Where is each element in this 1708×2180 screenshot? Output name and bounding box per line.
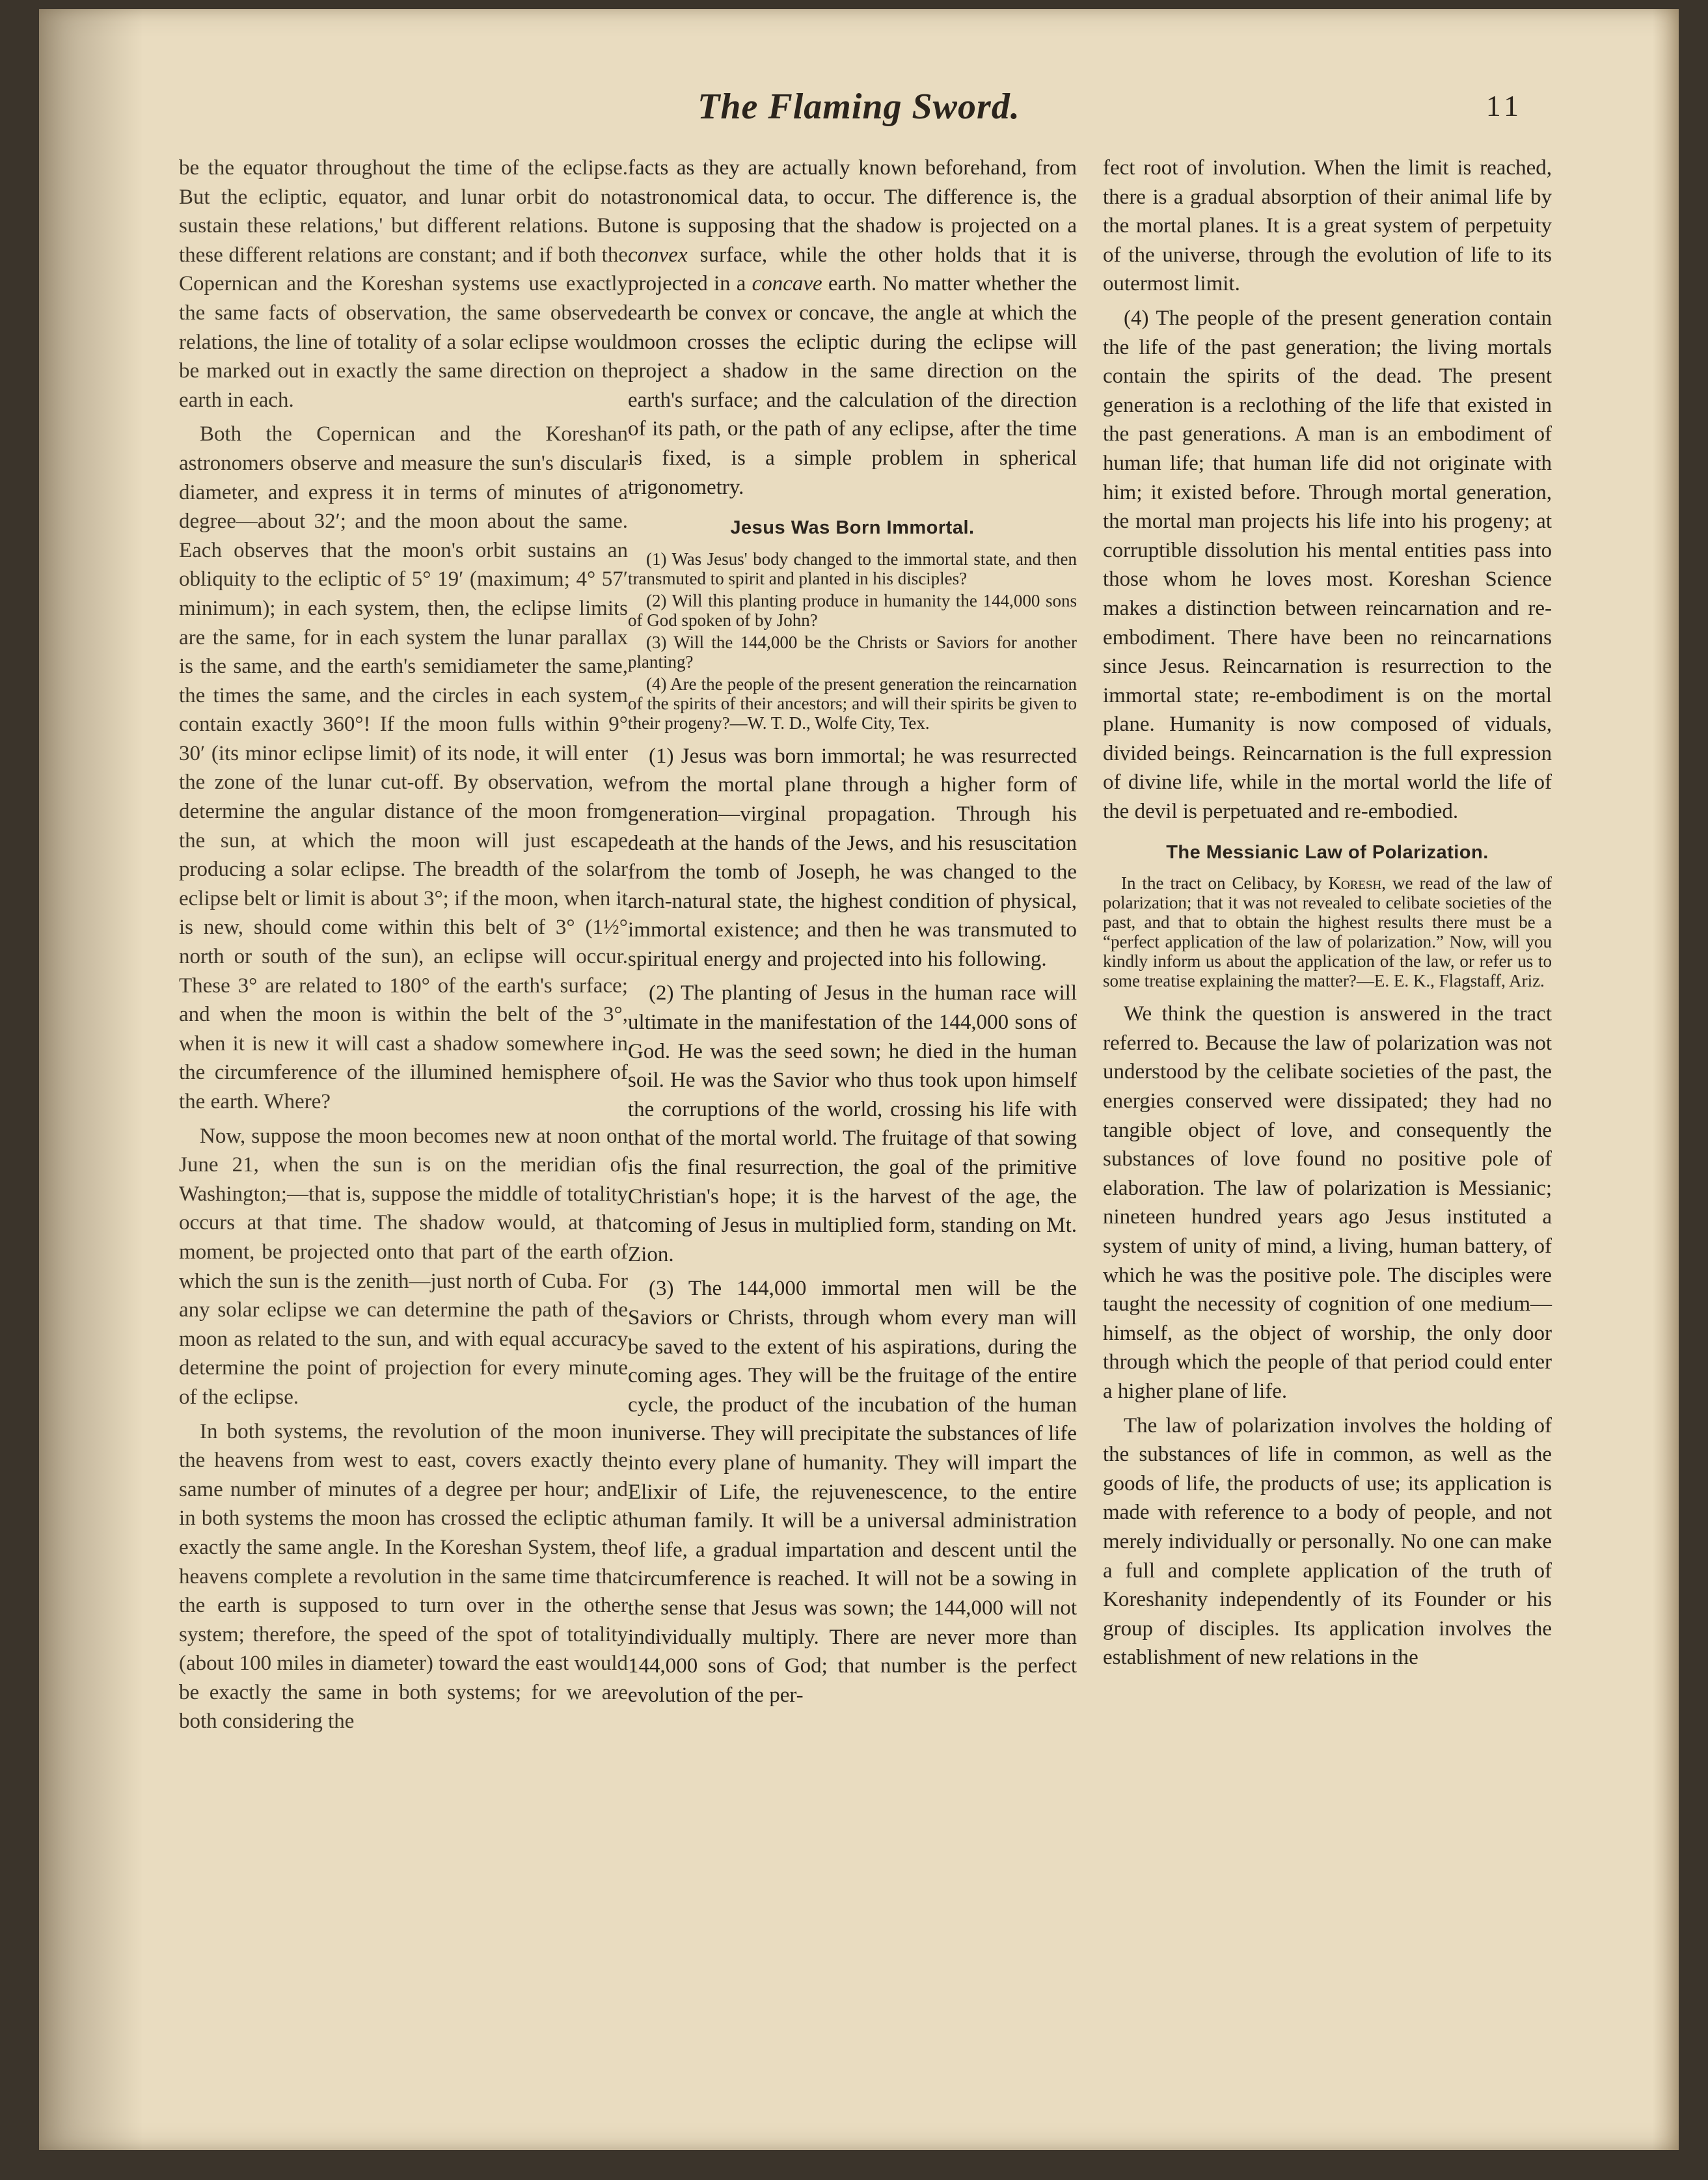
- paragraph: We think the question is answered in the tract referred to. Because the law of polarization was not understood by the celibate societies of the past, the energies conserved were dissipated; they had no tangible object of love, and consequently the substances of love found no positive pole of elaboration. The law of polarization is Messianic; nineteen hundred years ago Jesus instituted a system of unity of mind, a living, human battery, of which he was the positive pole. The disciples were taught the necessity of cognition of one medium—himself, as the object of worship, the only door through which the people of that period could enter a higher plane of life.: [1103, 1002, 1552, 1403]
- paragraph: (1) Jesus was born immortal; he was resurrected from the mortal plane through a higher form of generation—virginal propagation. Through his death at the hands of the Jews, and his resuscitation from the tomb of Joseph, he was changed to the arch-natural state, the highest condition of physical, immortal existence; and then he was transmuted to spiritual energy and projected into his following.: [628, 744, 1077, 971]
- question: (1) Was Jesus' body changed to the immortal state, and then transmuted to spirit and planted in his disciples?: [628, 549, 1077, 588]
- running-title: The Flaming Sword.: [698, 87, 1020, 127]
- column-middle: [628, 154, 1077, 1715]
- author-name: Koresh: [1328, 873, 1382, 893]
- paragraph: Both the Copernican and the Koreshan astronomers observe and measure the sun's discular diameter, and express it in terms of minutes of a degree—about 32′; and the moon about the same. Each observes that the moon's orbit sustains an obliquity to the ecliptic of 5° 19′ (maximum; 4° 57′ minimum); in each system, then, the eclipse limits are the same, for in each system the lunar parallax is the same, and the earth's semidiameter the same, the times the same, and the circles in each system contain exactly 360°! If the moon fulls within 9° 30′ (its minor eclipse limit) of its node, it will enter the zone of the lunar cut-off. By observation, we determine the angular distance of the moon from the sun, at which the moon will just escape producing a solar eclipse. The breadth of the solar eclipse belt or limit is about 3°; if the moon, when it is new, should come within this belt of 3° (1½° north or south of the sun), an eclipse will occur. These 3° are related to 180° of the earth's surface; and when the moon is within the belt of the 3°, when it is new it will cast a shadow somewhere in the circumference of the illumined hemisphere of the earth. Where?: [179, 422, 628, 1113]
- text-run: surface, while the other holds that it is projected in a: [628, 243, 1077, 296]
- magazine-page: [39, 9, 1679, 2150]
- paragraph: In both systems, the revolution of the moon in the heavens from west to east, covers exactly the same number of minutes of a degree per hour; and in both systems the moon has crossed the ecliptic at exactly the same angle. In the Koreshan System, the heavens complete a revolution in the same time that the earth is supposed to turn over in the other system; therefore, the speed of the spot of totality (about 100 miles in diameter) toward the east would be exactly the same in both systems; for we are both considering the: [179, 1419, 628, 1734]
- text-run: , we read of the law of polarization; that it was not revealed to celibate societies of the past, and that to obtain the highest results there must be a “perfect application of the law of polarization.” Now, will you kindly inform us about the application of the law, or refer us to some treatise explaining the matter?—E. E. K., Flagstaff, Ariz.: [1103, 873, 1552, 991]
- question: (4) Are the people of the present generation the reincarnation of the spirits of their ancestors; and will their spirits be given to their progeny?—W. T. D., Wolfe City, Tex.: [628, 674, 1077, 733]
- paragraph: The law of polarization involves the holding of the substances of life in common, as well as the goods of life, the products of use; its application is made with reference to a body of people, and not merely individually or personally. No one can make a full and complete application of the truth of Koreshanity independently of its Founder or his group of disciples. Its application involves the establishment of new relations in the: [1103, 1413, 1552, 1670]
- question: (3) Will the 144,000 be the Christs or Saviors for another planting?: [628, 632, 1077, 672]
- question: [1103, 873, 1552, 990]
- section-heading: Jesus Was Born Immortal.: [730, 517, 975, 539]
- paragraph: (4) The people of the present generation contain the life of the past generation; the living mortals contain the spirits of the dead. The present generation is a reclothing of the life that existed in the past generations. A man is an embodiment of human life; that human life did not originate with him; it existed before. Through mortal generation, the mortal man projects his life into his progeny; at corruptible dissolution his mental entities pass into those whom he loves most. Koreshan Science makes a distinction between reincarnation and re-embodiment. There have been no reincarnations since Jesus. Reincarnation is resurrection to the immortal state; re-embodiment is on the mortal plane. Humanity is now composed of viduals, divided beings. Reincarnation is the full expression of divine life, while in the mortal world the life of the devil is perpetuated and re-embodied.: [1103, 306, 1552, 824]
- paragraph: [628, 154, 1077, 502]
- paragraph: be the equator throughout the time of the eclipse. But the ecliptic, equator, and lunar orbit do not sustain these relations,' but different relations. But these different relations are constant; and if both the Copernican and the Koreshan systems use exactly the same facts of observation, the same observed relations, the line of totality of a solar eclipse would be marked out in exactly the same direction on the earth in each.: [179, 156, 628, 412]
- page-edge: [1653, 9, 1679, 2150]
- text-run: facts as they are actually known beforehand, from astronomical data, to occur. The difference is, the one is supposing that the shadow is projected on a: [628, 156, 1077, 238]
- paragraph: (2) The planting of Jesus in the human race will ultimate in the manifestation of the 144,000 sons of God. He was the seed sown; he died in the human soil. He was the Savior who thus took upon himself the corruptions of the world, crossing his life with that of the mortal world. The fruitage of that sowing is the final resurrection, the goal of the primitive Christian's hope; it is the harvest of the age, the coming of Jesus in multiplied form, standing on Mt. Zion.: [628, 981, 1077, 1266]
- paragraph: Now, suppose the moon becomes new at noon on June 21, when the sun is on the meridian of Washington;—that is, suppose the middle of totality occurs at that time. The shadow would, at that moment, be projected onto that part of the earth of which the sun is the zenith—just north of Cuba. For any solar eclipse we can determine the path of the moon as related to the sun, and with equal accuracy determine the point of projection for every minute of the eclipse.: [179, 1124, 628, 1409]
- text-run: earth. No matter whether the earth be convex or concave, the angle at which the moon crosses the ecliptic during the eclipse will project a shadow in the same direction on the earth's surface; and the calculation of the direction of its path, or the path of any eclipse, after the time is fixed, is a simple problem in spherical trigonometry.: [628, 272, 1077, 499]
- page-number: 11: [1485, 89, 1523, 122]
- text-run: In the tract on Celibacy, by: [1121, 873, 1329, 893]
- binding-shadow: [39, 9, 143, 2150]
- question: (2) Will this planting produce in humanity the 144,000 sons of God spoken of by John?: [628, 590, 1077, 630]
- emphasis: convex: [628, 243, 688, 267]
- column-left: [179, 154, 628, 1741]
- emphasis: concave: [752, 272, 822, 296]
- column-right: [1103, 154, 1552, 1678]
- paragraph: (3) The 144,000 immortal men will be the Saviors or Christs, through whom every man will be saved to the extent of his aspirations, during the coming ages. They will be the fruitage of the entire cycle, the product of the incubation of the human universe. They will precipitate the substances of life into every plane of humanity. They will impart the Elixir of Life, the rejuvenescence, to the entire human family. It will be a universal administration of life, a gradual impartation and descent until the circumference is reached. It will not be a sowing in the sense that Jesus was sown; the 144,000 will not individually multiply. There are never more than 144,000 sons of God; that number is the perfect evolution of the per-: [628, 1277, 1077, 1707]
- section-heading: The Messianic Law of Polarization.: [1166, 841, 1489, 863]
- paragraph: fect root of involution. When the limit is reached, there is a gradual absorption of their animal life by the mortal planes. It is a great system of perpetuity of the universe, through the evolution of life to its outermost limit.: [1103, 156, 1552, 296]
